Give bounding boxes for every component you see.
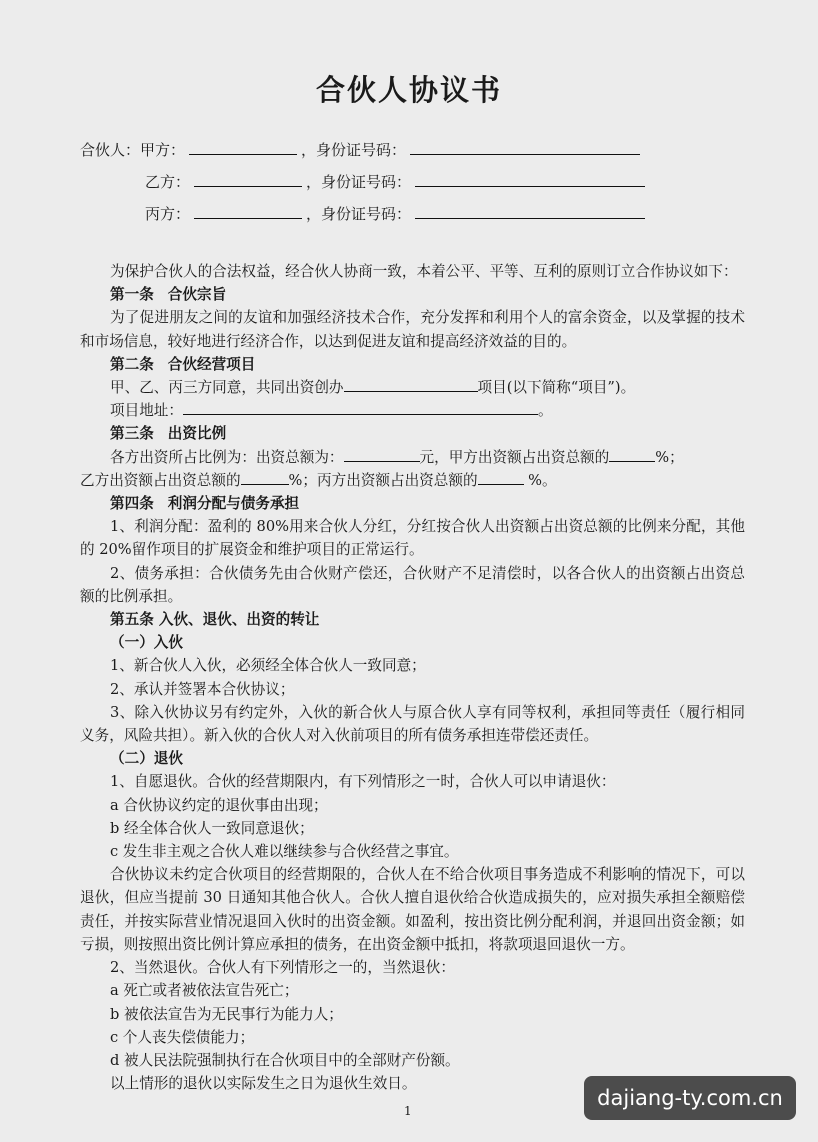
party-lead-label: 合伙人： — [80, 141, 141, 159]
party-c-id-blank — [415, 202, 645, 219]
article-4-profit: 1、利润分配：盈利的 80%用来合伙人分红，分红按合伙人出资额占出资总额的比例来分配，其他的 20%留作项目的扩展资金和维护项目的正常运行。 — [80, 518, 745, 559]
admission-item: 3、除入伙协议另有约定外，入伙的新合伙人与原合伙人享有同等权利，承担同等责任（履行相同义务，风险共担）。新入伙的合伙人对入伙前项目的所有债务承担连带偿还责任。 — [80, 703, 745, 745]
article-1-number: 第一条 — [110, 286, 154, 304]
article-2-line-end: 项目(以下简称“项目”)。 — [477, 379, 636, 397]
automatic-withdrawal-item: c 个人丧失偿债能力； — [110, 1028, 255, 1046]
admission-item: 2、承认并签署本合伙协议； — [110, 680, 295, 698]
automatic-withdrawal-item: a 死亡或者被依法宣告死亡； — [110, 982, 299, 1000]
article-1-text: 为了促进朋友之间的友谊和加强经济技术合作，充分发挥和利用个人的富余资金，以及掌握的技术和市场信息，较好地进行经济合作，以达到促进友谊和提高经济效益的目的。 — [80, 309, 745, 350]
article-3-line-1 — [80, 446, 745, 469]
article-3-text-2: 元，甲方出资额占出资总额的 — [419, 448, 610, 466]
party-a-label: 甲方： — [140, 141, 186, 159]
article-1-heading — [80, 283, 745, 306]
withdrawal-item: b 经全体合伙人一致同意退伙； — [110, 819, 314, 837]
party-b-share-blank — [241, 469, 289, 485]
article-3-line-2 — [80, 469, 745, 492]
party-c-label: 丙方： — [145, 205, 191, 223]
project-address-blank — [183, 399, 538, 415]
subsection-admission: （一）入伙 — [110, 634, 183, 652]
party-row-b — [145, 170, 645, 192]
article-3-text-5: %；丙方出资额占出资总额的 — [288, 471, 478, 489]
withdrawal-paragraph: 合伙协议未约定合伙项目的经营期限的，合伙人在不给合伙项目事务造成不利影响的情况下，可以退伙，但应当提前 30 日通知其他合伙人。合伙人擅自退伙给合伙造成损失的，应对损失承担全额赔偿责任，并按实际营业情况退回入伙时的出资金额。如盈利，按出资比例分配利润，并退回出资金额；如亏损，则按照出资比例计算应承担的债务，在出资金额中抵扣，将款项退回退伙一方。 — [80, 866, 745, 953]
party-b-id-blank — [415, 170, 645, 187]
article-2-line — [80, 376, 745, 399]
article-1-title: 合伙宗旨 — [167, 286, 227, 304]
project-address-label: 项目地址： — [110, 402, 183, 420]
article-3-heading — [80, 422, 745, 445]
watermark-badge: dajiang-ty.com.cn — [584, 1076, 796, 1120]
page-number: 1 — [404, 1104, 412, 1118]
agreement-body — [80, 260, 745, 1095]
article-3-text-1: 各方出资所占比例为：出资总额为： — [110, 448, 344, 466]
intro-paragraph: 为保护合伙人的合法权益，经合伙人协商一致，本着公平、平等、互利的原则订立合作协议如下： — [110, 263, 738, 280]
subsection-withdrawal: （二）退伙 — [110, 750, 183, 768]
party-a-share-blank — [609, 446, 655, 462]
party-row-c — [145, 202, 645, 224]
withdrawal-item: c 发生非主观之合伙人难以继续参与合伙经营之事宜。 — [110, 843, 459, 861]
party-a-name-blank — [189, 138, 297, 155]
automatic-withdrawal: 2、当然退伙。合伙人有下列情形之一的，当然退伙： — [110, 959, 455, 977]
article-4-number: 第四条 — [110, 495, 154, 513]
automatic-withdrawal-item: d 被人民法院强制执行在合伙项目中的全部财产份额。 — [110, 1051, 460, 1069]
party-c-id-label: ，身份证号码： — [306, 205, 412, 223]
party-c-share-blank — [478, 469, 524, 485]
article-2-address — [80, 399, 745, 422]
total-capital-blank — [344, 446, 420, 462]
withdrawal-item: a 合伙协议约定的退伙事由出现； — [110, 796, 328, 814]
article-3-text-4: 乙方出资额占出资总额的 — [80, 471, 241, 489]
automatic-withdrawal-item: b 被依法宣告为无民事行为能力人； — [110, 1005, 343, 1023]
party-a-id-label: ，身份证号码： — [301, 141, 407, 159]
article-4-heading — [80, 492, 745, 515]
project-address-end: 。 — [537, 402, 553, 420]
voluntary-withdrawal: 1、自愿退伙。合伙的经营期限内，有下列情形之一时，合伙人可以申请退伙： — [110, 773, 616, 791]
party-row-a — [80, 138, 640, 160]
article-2-heading — [80, 353, 745, 376]
article-2-line-start: 甲、乙、丙三方同意，共同出资创办 — [110, 379, 344, 397]
article-3-text-3: %； — [655, 448, 684, 466]
party-b-id-label: ，身份证号码： — [306, 173, 412, 191]
article-2-number: 第二条 — [110, 355, 154, 373]
article-4-debt: 2、债务承担：合伙债务先由合伙财产偿还，合伙财产不足清偿时，以各合伙人的出资额占出资总额的比例承担。 — [80, 564, 745, 605]
party-a-id-blank — [410, 138, 640, 155]
document-title: 合伙人协议书 — [315, 73, 502, 107]
project-name-blank — [344, 376, 478, 392]
article-2-title: 合伙经营项目 — [167, 355, 256, 373]
withdrawal-effective-date: 以上情形的退伙以实际发生之日为退伙生效日。 — [110, 1075, 417, 1093]
party-b-label: 乙方： — [145, 173, 191, 191]
party-c-name-blank — [194, 202, 302, 219]
article-3-text-6: %。 — [523, 471, 557, 489]
party-b-name-blank — [194, 170, 302, 187]
article-4-title: 利润分配与债务承担 — [167, 495, 300, 513]
admission-item: 1、新合伙人入伙，必须经全体合伙人一致同意； — [110, 657, 426, 675]
article-3-title: 出资比例 — [167, 425, 227, 443]
article-5-heading: 第五条 入伙、退伙、出资的转让 — [110, 611, 320, 629]
article-3-number: 第三条 — [110, 425, 154, 443]
